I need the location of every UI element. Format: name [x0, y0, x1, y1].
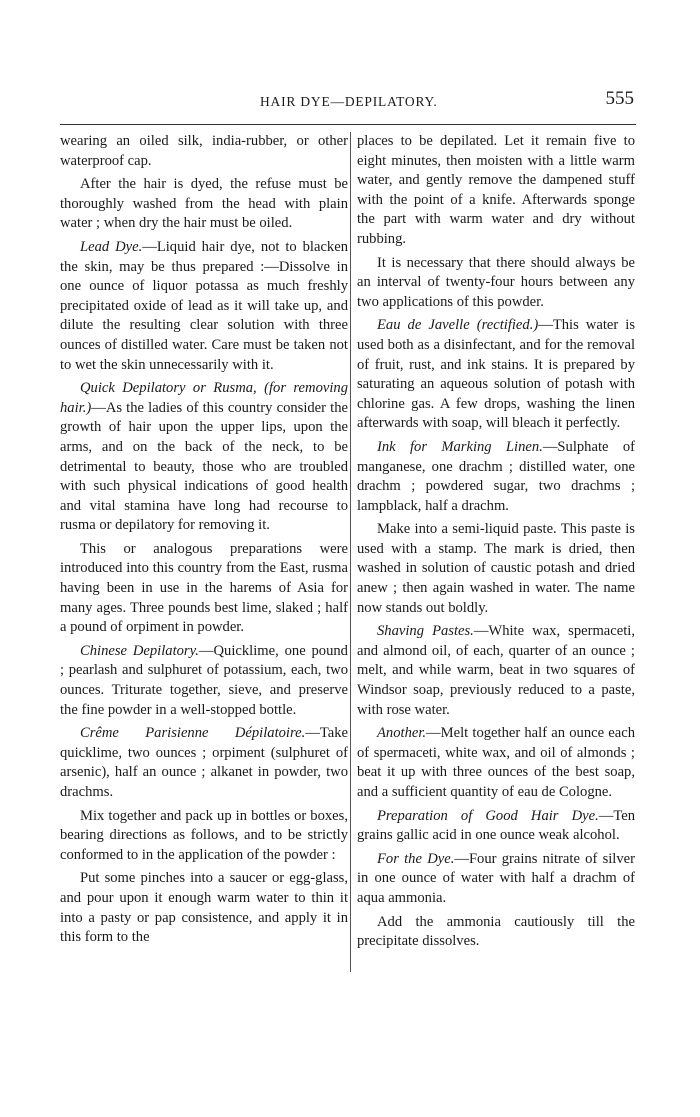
paragraph: Lead Dye.—Liquid hair dye, not to blacken the skin, may be thus prepared :—Dissolve in one ounce of liquor potassa as much freshly precipitated oxide of lead as it will take up, and dilute the resulting clear solution with three ounces of distilled water. Care must be taken not to wet the skin unnecessarily with it. — [60, 238, 348, 373]
left-column — [60, 132, 348, 952]
paragraph: Ink for Marking Linen.—Sulphate of manganese, one drachm ; distilled water, one drachm ; powdered sugar, two drachms ; lampblack, half a drachm. — [357, 438, 635, 514]
paragraph: It is necessary that there should always be an interval of twenty-four hours between any two applications of this powder. — [357, 254, 635, 310]
paragraph: places to be depilated. Let it remain five to eight minutes, then moisten with a little warm water, and gently remove the dampened stuff with the point of a knife. Afterwards sponge the part with warm water and dry without rubbing. — [357, 133, 635, 247]
paragraph: Another.—Melt together half an ounce each of spermaceti, white wax, and oil of almonds ; beat it up with three ounces of the best soap, and a sufficient quantity of eau de Cologne. — [357, 725, 635, 800]
paragraph: Shaving Pastes.—White wax, spermaceti, and almond oil, of each, quarter of an ounce ; melt, and while warm, beat in two squares of Windsor soap, previously reduced to a paste, with rose water. — [357, 623, 635, 718]
paragraph: Preparation of Good Hair Dye.—Ten grains gallic acid in one ounce weak alcohol. — [357, 807, 635, 844]
paragraph: Make into a semi-liquid paste. This paste is used with a stamp. The mark is dried, then washed in solution of caustic potash and dried anew ; then again washed in water. The name now stands out boldly. — [357, 521, 635, 616]
page-header — [60, 90, 636, 125]
paragraph: Mix together and pack up in bottles or boxes, bearing directions as follows, and to be strictly conformed to in the application of the powder : — [60, 807, 348, 863]
column-divider — [350, 132, 351, 972]
right-column — [357, 132, 635, 956]
paragraph: Put some pinches into a saucer or egg-glass, and pour upon it enough warm water to thin it into a pasty or pap consistence, and apply it in this form to the — [60, 870, 348, 946]
paragraph: For the Dye.—Four grains nitrate of silver in one ounce of water with half a drachm of aqua ammonia. — [357, 850, 635, 906]
running-title: HAIR DYE—DEPILATORY. — [260, 94, 438, 109]
page-number: 555 — [605, 88, 634, 109]
paragraph: Chinese Depilatory.—Quicklime, one pound ; pearlash and sulphuret of potassium, each, two ounces. Triturate together, sieve, and preserve the fine powder in a well-stopped bottle. — [60, 642, 348, 718]
paragraph: Add the ammonia cautiously till the precipitate dissolves. — [357, 913, 635, 950]
paragraph: wearing an oiled silk, india-rubber, or other waterproof cap. — [60, 133, 348, 169]
paragraph: This or analogous preparations were introduced into this country from the East, rusma having been in use in the harems of Asia for many ages. Three pounds best lime, slaked ; half a pound of orpiment in powder. — [60, 540, 348, 636]
paragraph: Eau de Javelle (rectified.)—This water is used both as a disinfectant, and for the removal of fruit, rust, and ink stains. It is prepared by saturating an aqueous solution of potash with chlorine gas. A few drops, washing the linen afterwards with soap, will bleach it perfectly. — [357, 317, 636, 432]
paragraph: Quick Depilatory or Rusma, (for removing hair.)—As the ladies of this country consider the growth of hair upon the upper lips, upon the arms, and on the back of the neck, to be detrimental to beauty, those who are troubled with such physical indications of good health and vital stamina have long had recourse to rusma or depilatory for removing it. — [60, 380, 348, 534]
paragraph: After the hair is dyed, the refuse must be thoroughly washed from the head with plain water ; when dry the hair must be oiled. — [60, 176, 348, 232]
paragraph: Crême Parisienne Dépilatoire.—Take quicklime, two ounces ; orpiment (sulphuret of arsenic), half an ounce ; alkanet in powder, two drachms. — [60, 725, 348, 800]
